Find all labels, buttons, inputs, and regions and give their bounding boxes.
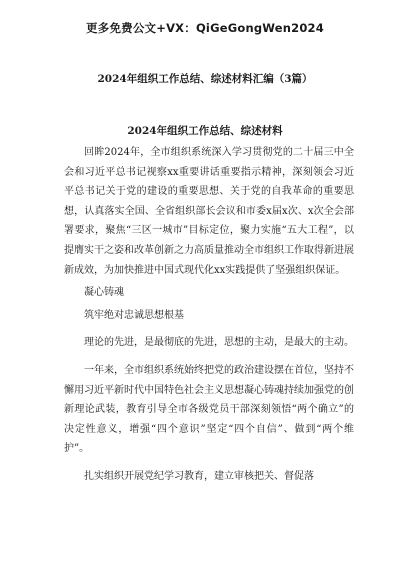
section-title: 2024年组织工作总结、综述材料: [127, 125, 283, 137]
body-paragraph: 回眸2024年，全市组织系统深入学习贯彻党的二十届三中全会和习近平总书记视察xx重要讲话重要指示精神，深刻领会习近平总书记关于党的建设的重要思想、关于党的自我革命的重要思想，认真落实全国、全省组织部长会议和市委x届x次、x次全会部署要求，聚焦“三区一城市”目标定位，聚力实施“五大工程”，以提膺实干之姿和改革创新之力高质量推动全市组织工作取得新进展新成效，为加快推进中国式现代化xx实践提供了坚强组织保证。: [64, 147, 354, 276]
body-paragraph: 理论的先进，是最彻底的先进，思想的主动，是最大的主动。: [84, 337, 354, 349]
subheading: 筑牢绝对忠诚思想根基: [84, 309, 184, 321]
document-title: 2024年组织工作总结、综述材料汇编（3篇）: [97, 73, 313, 85]
body-paragraph: 一年来，全市组织系统始终把党的政治建设摆在首位，坚持不懈用习近平新时代中国特色社会主义思想凝心铸魂持续加强党的创新理论武装，教育引导全市各级党员干部深刻领悟“两个确立”的决定性意义，增强“四个意识”坚定“四个自信”、做到“两个维护”。: [64, 364, 354, 455]
subheading: 凝心铸魂: [84, 287, 124, 299]
document-body: [64, 143, 354, 487]
promo-banner: 更多免费公文+VX：QiGeGongWen2024: [86, 21, 324, 35]
body-paragraph: 扎实组织开展党纪学习教育，建立审核把关、督促落: [84, 470, 314, 482]
